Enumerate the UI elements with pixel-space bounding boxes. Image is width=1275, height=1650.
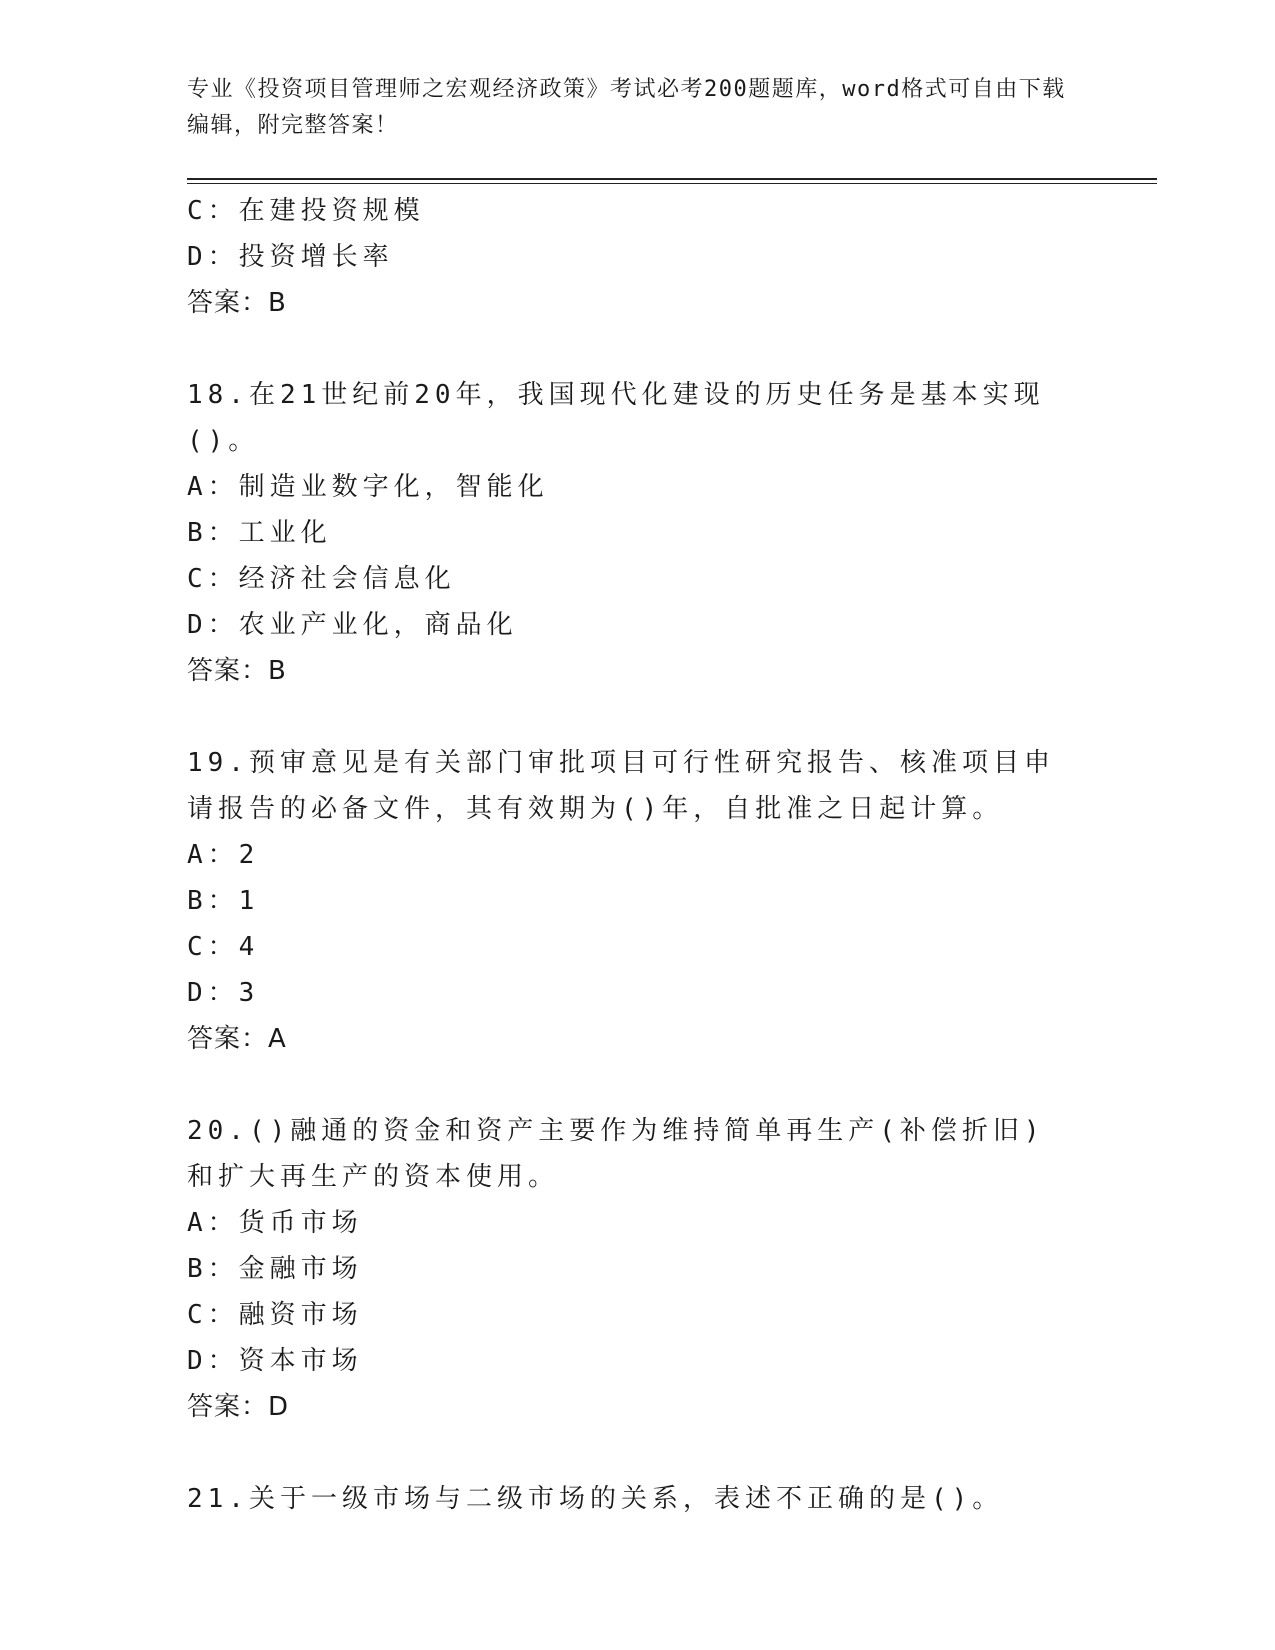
- option-b: B：工业化: [187, 518, 332, 548]
- answer-line: 答案：B: [187, 288, 287, 318]
- option-d: D：资本市场: [187, 1346, 363, 1376]
- option-c: C：经济社会信息化: [187, 564, 456, 594]
- header-rule-thin: [187, 183, 1157, 184]
- option-a: A：2: [187, 840, 260, 870]
- option-b: B：1: [187, 886, 260, 916]
- option-a: A：制造业数字化，智能化: [187, 472, 549, 502]
- question-20: [187, 1108, 1087, 1430]
- answer-line: 答案：A: [187, 1024, 287, 1054]
- option-c: C：融资市场: [187, 1300, 363, 1330]
- option-a: A：货币市场: [187, 1208, 363, 1238]
- option-d: D：投资增长率: [187, 242, 394, 272]
- option-d: D：3: [187, 978, 260, 1008]
- question-21: [187, 1476, 1087, 1522]
- question-stem: 18.在21世纪前20年，我国现代化建设的历史任务是基本实现()。: [187, 380, 1045, 456]
- question-stem: 20.()融通的资金和资产主要作为维持简单再生产(补偿折旧)和扩大再生产的资本使用。: [187, 1116, 1045, 1192]
- option-c: C：4: [187, 932, 260, 962]
- question-18: [187, 372, 1087, 694]
- document-page: [187, 0, 1157, 1650]
- question-stem: 19.预审意见是有关部门审批项目可行性研究报告、核准项目申请报告的必备文件，其有效期为()年，自批准之日起计算。: [187, 748, 1055, 824]
- answer-line: 答案：B: [187, 656, 287, 686]
- answer-line: 答案：D: [187, 1392, 290, 1422]
- option-c: C：在建投资规模: [187, 196, 425, 226]
- header-rule-thick: [187, 178, 1157, 180]
- document-body: [187, 188, 1087, 1522]
- question-stem: 21.关于一级市场与二级市场的关系，表述不正确的是()。: [187, 1484, 1004, 1514]
- document-header: 专业《投资项目管理师之宏观经济政策》考试必考200题题库，word格式可自由下载编辑，附完整答案！: [187, 77, 1066, 138]
- question-19: [187, 740, 1087, 1062]
- question-17-continuation: [187, 188, 1087, 326]
- option-d: D：农业产业化，商品化: [187, 610, 518, 640]
- option-b: B：金融市场: [187, 1254, 363, 1284]
